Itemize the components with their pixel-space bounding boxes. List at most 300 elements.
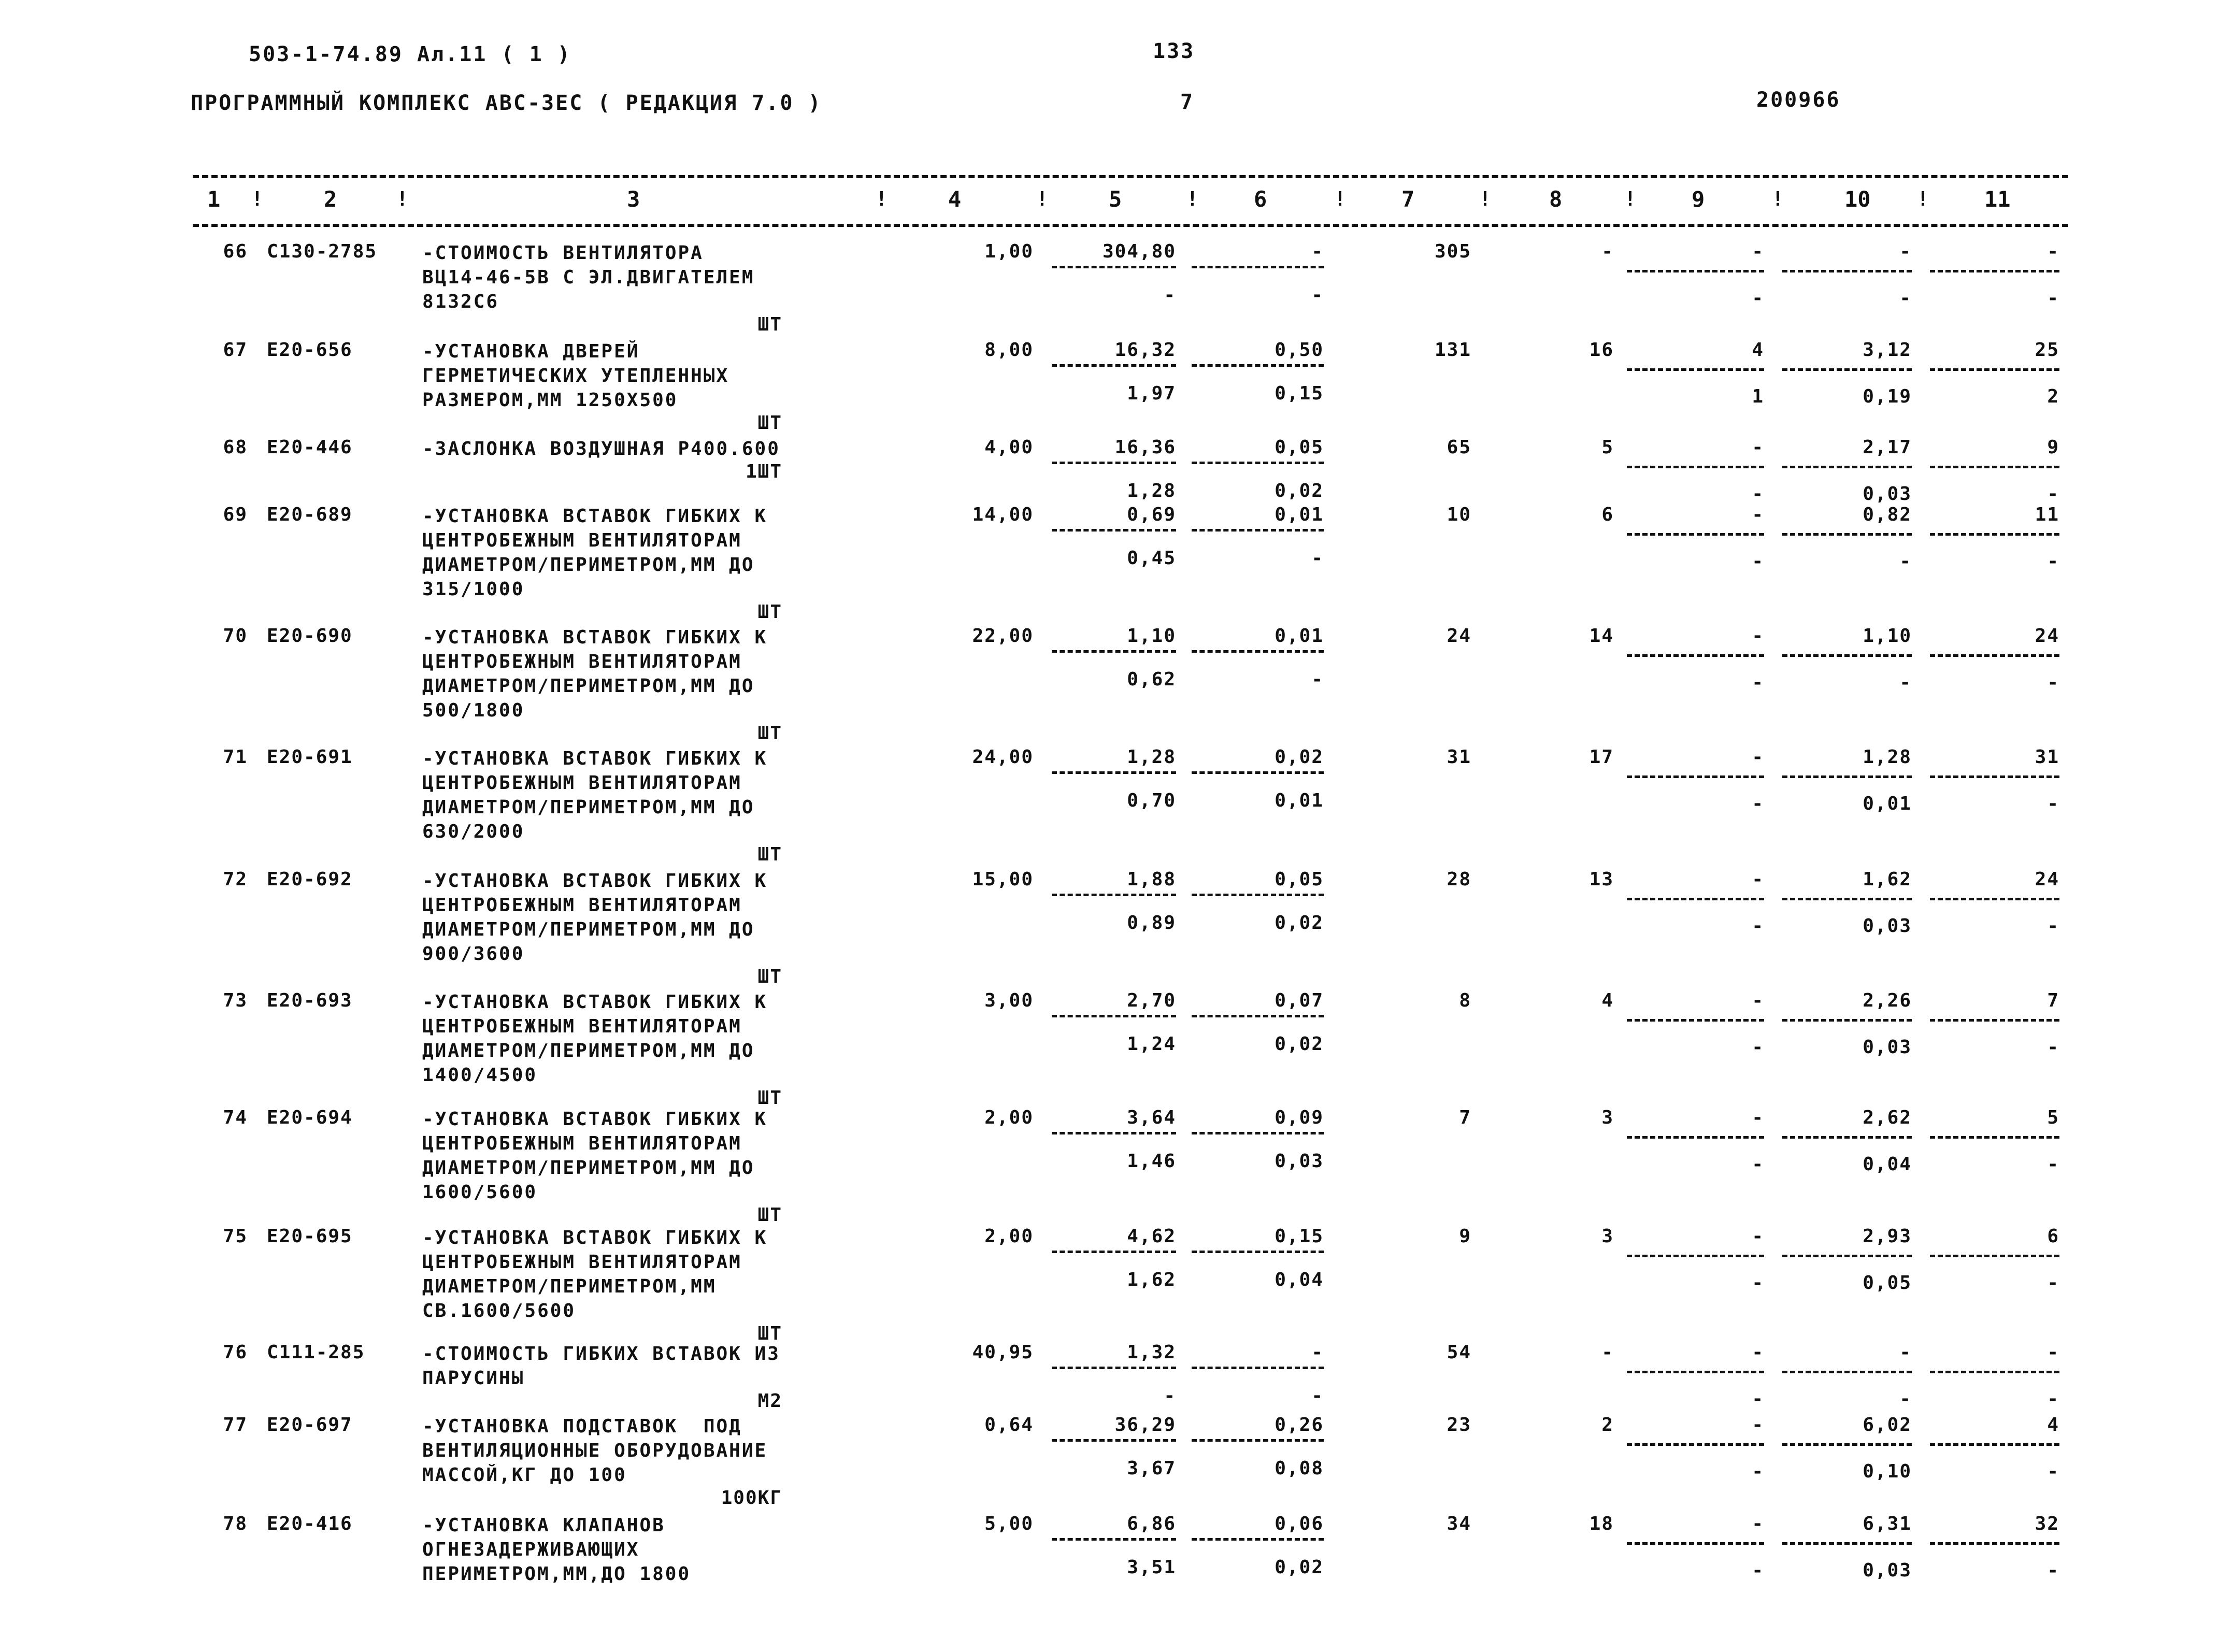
col10-value: 0,82 bbox=[1863, 504, 1912, 525]
row-number: 66 bbox=[223, 241, 248, 262]
row-number: 72 bbox=[223, 869, 248, 890]
wages: 3 bbox=[1601, 1226, 1614, 1247]
subtotal-separator bbox=[1627, 1019, 1764, 1022]
unit-wages: 0,89 bbox=[1127, 912, 1176, 933]
quantity: 8,00 bbox=[984, 339, 1034, 361]
total-cost: 28 bbox=[1447, 869, 1471, 890]
col10-sub-value: 0,10 bbox=[1863, 1461, 1912, 1482]
col9-sub-value: - bbox=[1752, 1560, 1764, 1581]
subtotal-separator bbox=[1782, 1542, 1912, 1545]
col11-value: 24 bbox=[2035, 625, 2059, 647]
subtotal-separator bbox=[1782, 654, 1912, 657]
subtotal-separator bbox=[1052, 462, 1176, 464]
rate-code: С130-2785 bbox=[267, 241, 378, 262]
unit-wages: 1,28 bbox=[1127, 480, 1176, 501]
work-description: -УСТАНОВКА ДВЕРЕЙ ГЕРМЕТИЧЕСКИХ УТЕПЛЕННЫХ РАЗМЕРОМ,ММ 1250Х500 bbox=[422, 341, 729, 411]
subtotal-separator bbox=[1627, 898, 1764, 900]
subtotal-separator bbox=[1782, 775, 1912, 778]
col9-sub-value: - bbox=[1752, 1388, 1764, 1410]
subtotal-separator bbox=[1052, 771, 1176, 774]
unit-cost: 304,80 bbox=[1102, 241, 1176, 262]
subtotal-separator bbox=[1782, 466, 1912, 468]
unit-cost: 3,64 bbox=[1127, 1107, 1176, 1128]
wages: 14 bbox=[1589, 625, 1614, 647]
col9-value: - bbox=[1752, 241, 1764, 262]
machine-cost: 0,07 bbox=[1275, 990, 1324, 1011]
col9-value: - bbox=[1752, 1107, 1764, 1128]
col11-sub-value: - bbox=[2047, 551, 2059, 572]
wages: 4 bbox=[1601, 990, 1614, 1011]
machine-cost: 0,26 bbox=[1275, 1414, 1324, 1435]
col11-sub-value: - bbox=[2047, 672, 2059, 693]
subtotal-separator bbox=[1782, 533, 1912, 536]
subtotal-separator bbox=[1192, 771, 1324, 774]
subtotal-separator bbox=[1627, 654, 1764, 657]
quantity: 1,00 bbox=[984, 241, 1034, 262]
subtotal-separator bbox=[1930, 1542, 2059, 1545]
subtotal-separator bbox=[1192, 364, 1324, 367]
table-row bbox=[0, 869, 2233, 987]
rate-code: С111-285 bbox=[267, 1342, 365, 1363]
col10-sub-value: 0,03 bbox=[1863, 915, 1912, 937]
total-cost: 7 bbox=[1459, 1107, 1471, 1128]
subtotal-separator bbox=[1627, 368, 1764, 371]
unit-of-measure: ШТ bbox=[757, 1087, 782, 1109]
program-line: ПРОГРАММНЫЙ КОМПЛЕКС АВС-3ЕС ( РЕДАКЦИЯ 7.0 ) bbox=[191, 91, 822, 115]
unit-of-measure: ШТ bbox=[757, 1204, 782, 1226]
col9-sub-value: - bbox=[1752, 1154, 1764, 1175]
wages: 13 bbox=[1589, 869, 1614, 890]
work-description: -СТОИМОСТЬ ГИБКИХ ВСТАВОК ИЗ ПАРУСИНЫ bbox=[422, 1343, 780, 1389]
subtotal-separator bbox=[1930, 533, 2059, 536]
unit-of-measure: ШТ bbox=[757, 1323, 782, 1344]
table-row bbox=[0, 241, 2233, 335]
machine-cost: 0,50 bbox=[1275, 339, 1324, 361]
document-id: 200966 bbox=[1756, 88, 1841, 112]
unit-cost: 2,70 bbox=[1127, 990, 1176, 1011]
subtotal-separator bbox=[1930, 1443, 2059, 1446]
quantity: 22,00 bbox=[972, 625, 1034, 647]
col9-sub-value: - bbox=[1752, 1037, 1764, 1058]
rate-code: Е20-691 bbox=[267, 746, 353, 768]
total-cost: 9 bbox=[1459, 1226, 1471, 1247]
col10-sub-value: - bbox=[1899, 1388, 1912, 1410]
column-separator: ! bbox=[1036, 188, 1048, 210]
subtotal-separator bbox=[1627, 466, 1764, 468]
rate-code: Е20-697 bbox=[267, 1414, 353, 1435]
unit-wages: 0,62 bbox=[1127, 669, 1176, 690]
col10-value: 3,12 bbox=[1863, 339, 1912, 361]
col9-sub-value: - bbox=[1752, 551, 1764, 572]
unit-wages: 1,97 bbox=[1127, 383, 1176, 404]
machine-wages: 0,02 bbox=[1275, 1033, 1324, 1055]
wages: 18 bbox=[1589, 1513, 1614, 1534]
unit-cost: 36,29 bbox=[1114, 1414, 1176, 1435]
column-number: 6 bbox=[1254, 186, 1267, 212]
table-row bbox=[0, 437, 2233, 505]
col11-value: 32 bbox=[2035, 1513, 2059, 1534]
machine-wages: 0,08 bbox=[1275, 1458, 1324, 1479]
rate-code: Е20-446 bbox=[267, 437, 353, 458]
machine-cost: 0,01 bbox=[1275, 504, 1324, 525]
total-cost: 65 bbox=[1447, 437, 1471, 458]
col9-value: - bbox=[1752, 1513, 1764, 1534]
subtotal-separator bbox=[1192, 650, 1324, 653]
wages: 6 bbox=[1601, 504, 1614, 525]
column-separator: ! bbox=[1479, 188, 1491, 210]
column-separator: ! bbox=[1624, 188, 1636, 210]
unit-of-measure: ШТ bbox=[757, 412, 782, 434]
col9-sub-value: - bbox=[1752, 1272, 1764, 1294]
col11-sub-value: - bbox=[2047, 793, 2059, 814]
total-cost: 31 bbox=[1447, 746, 1471, 768]
col10-sub-value: 0,03 bbox=[1863, 1560, 1912, 1581]
quantity: 14,00 bbox=[972, 504, 1034, 525]
subtotal-separator bbox=[1052, 266, 1176, 268]
work-description: -УСТАНОВКА ВСТАВОК ГИБКИХ К ЦЕНТРОБЕЖНЫМ ВЕНТИЛЯТОРАМ ДИАМЕТРОМ/ПЕРИМЕТРОМ,ММ ДО 500/1800 bbox=[422, 627, 768, 721]
table-row bbox=[0, 504, 2233, 623]
col11-sub-value: - bbox=[2047, 1560, 2059, 1581]
col10-sub-value: 0,19 bbox=[1863, 386, 1912, 407]
subtotal-separator bbox=[1627, 1443, 1764, 1446]
col11-value: 31 bbox=[2035, 746, 2059, 768]
column-number: 9 bbox=[1692, 186, 1705, 212]
machine-cost: 0,09 bbox=[1275, 1107, 1324, 1128]
table-row bbox=[0, 746, 2233, 865]
machine-wages: - bbox=[1311, 284, 1324, 306]
column-separator: ! bbox=[876, 188, 888, 210]
document-code: 503-1-74.89 Ал.11 ( 1 ) bbox=[249, 42, 571, 66]
table-row bbox=[0, 1513, 2233, 1585]
subtotal-separator bbox=[1782, 1019, 1912, 1022]
row-number: 71 bbox=[223, 746, 248, 768]
machine-cost: 0,05 bbox=[1275, 869, 1324, 890]
subtotal-separator bbox=[1930, 898, 2059, 900]
rate-code: Е20-689 bbox=[267, 504, 353, 525]
col9-value: - bbox=[1752, 504, 1764, 525]
col10-sub-value: 0,05 bbox=[1863, 1272, 1912, 1294]
col11-sub-value: - bbox=[2047, 1272, 2059, 1294]
unit-wages: 0,45 bbox=[1127, 548, 1176, 569]
column-number: 2 bbox=[324, 186, 337, 212]
col10-value: 2,17 bbox=[1863, 437, 1912, 458]
col10-value: - bbox=[1899, 241, 1912, 262]
col10-value: 1,62 bbox=[1863, 869, 1912, 890]
row-number: 76 bbox=[223, 1342, 248, 1363]
quantity: 2,00 bbox=[984, 1226, 1034, 1247]
table-row bbox=[0, 1107, 2233, 1226]
subtotal-separator bbox=[1627, 533, 1764, 536]
wages: 17 bbox=[1589, 746, 1614, 768]
subtotal-separator bbox=[1052, 1439, 1176, 1442]
wages: 2 bbox=[1601, 1414, 1614, 1435]
machine-wages: - bbox=[1311, 1385, 1324, 1406]
rate-code: Е20-693 bbox=[267, 990, 353, 1011]
wages: 16 bbox=[1589, 339, 1614, 361]
table-row bbox=[0, 990, 2233, 1109]
subtotal-separator bbox=[1627, 1371, 1764, 1373]
col9-value: - bbox=[1752, 869, 1764, 890]
subtotal-separator bbox=[1052, 1538, 1176, 1541]
machine-wages: 0,02 bbox=[1275, 480, 1324, 501]
work-description: -УСТАНОВКА ВСТАВОК ГИБКИХ К ЦЕНТРОБЕЖНЫМ ВЕНТИЛЯТОРАМ ДИАМЕТРОМ/ПЕРИМЕТРОМ,ММ ДО 630/2000 bbox=[422, 748, 768, 842]
column-number: 3 bbox=[627, 186, 640, 212]
col11-sub-value: - bbox=[2047, 915, 2059, 937]
work-description: -ЗАСЛОНКА ВОЗДУШНАЯ Р400.600 bbox=[422, 438, 780, 459]
row-number: 68 bbox=[223, 437, 248, 458]
unit-of-measure: ШТ bbox=[757, 966, 782, 987]
col9-sub-value: - bbox=[1752, 483, 1764, 505]
unit-of-measure: 100КГ bbox=[721, 1487, 782, 1509]
machine-cost: 0,05 bbox=[1275, 437, 1324, 458]
work-description: -УСТАНОВКА ВСТАВОК ГИБКИХ К ЦЕНТРОБЕЖНЫМ ВЕНТИЛЯТОРАМ ДИАМЕТРОМ/ПЕРИМЕТРОМ,ММ СВ.1600/5600 bbox=[422, 1227, 768, 1321]
col11-value: - bbox=[2047, 241, 2059, 262]
col10-sub-value: 0,03 bbox=[1863, 1037, 1912, 1058]
total-cost: 8 bbox=[1459, 990, 1471, 1011]
subtotal-separator bbox=[1930, 1136, 2059, 1139]
machine-wages: - bbox=[1311, 669, 1324, 690]
page-number: 133 bbox=[1153, 39, 1195, 63]
subtotal-separator bbox=[1192, 1439, 1324, 1442]
work-description: -УСТАНОВКА ВСТАВОК ГИБКИХ К ЦЕНТРОБЕЖНЫМ ВЕНТИЛЯТОРАМ ДИАМЕТРОМ/ПЕРИМЕТРОМ,ММ ДО 315/1000 bbox=[422, 506, 768, 600]
col9-value: 4 bbox=[1752, 339, 1764, 361]
work-description: -СТОИМОСТЬ ВЕНТИЛЯТОРА ВЦ14-46-5В С ЭЛ.ДВИГАТЕЛЕМ 8132С6 bbox=[422, 242, 755, 312]
col11-value: 6 bbox=[2047, 1226, 2059, 1247]
col11-value: 11 bbox=[2035, 504, 2059, 525]
column-number: 5 bbox=[1109, 186, 1122, 212]
unit-wages: 3,51 bbox=[1127, 1557, 1176, 1578]
wages: - bbox=[1601, 241, 1614, 262]
col10-sub-value: 0,03 bbox=[1863, 483, 1912, 505]
machine-cost: 0,06 bbox=[1275, 1513, 1324, 1534]
wages: - bbox=[1601, 1342, 1614, 1363]
subtotal-separator bbox=[1930, 368, 2059, 371]
machine-wages: 0,03 bbox=[1275, 1151, 1324, 1172]
col9-sub-value: 1 bbox=[1752, 386, 1764, 407]
col11-value: - bbox=[2047, 1342, 2059, 1363]
column-number: 11 bbox=[1984, 186, 2011, 212]
col10-value: - bbox=[1899, 1342, 1912, 1363]
subtotal-separator bbox=[1930, 1255, 2059, 1257]
row-number: 69 bbox=[223, 504, 248, 525]
col9-sub-value: - bbox=[1752, 672, 1764, 693]
col9-sub-value: - bbox=[1752, 288, 1764, 309]
machine-wages: 0,02 bbox=[1275, 1557, 1324, 1578]
work-description: -УСТАНОВКА ВСТАВОК ГИБКИХ К ЦЕНТРОБЕЖНЫМ ВЕНТИЛЯТОРАМ ДИАМЕТРОМ/ПЕРИМЕТРОМ,ММ ДО 900/3600 bbox=[422, 870, 768, 965]
machine-wages: 0,04 bbox=[1275, 1269, 1324, 1290]
subtotal-separator bbox=[1052, 894, 1176, 896]
column-separator: ! bbox=[1772, 188, 1784, 210]
unit-wages: - bbox=[1164, 284, 1176, 306]
table-row bbox=[0, 1342, 2233, 1412]
machine-cost: 0,01 bbox=[1275, 625, 1324, 647]
machine-wages: 0,15 bbox=[1275, 383, 1324, 404]
row-number: 77 bbox=[223, 1414, 248, 1435]
rate-code: Е20-416 bbox=[267, 1513, 353, 1534]
unit-cost: 1,32 bbox=[1127, 1342, 1176, 1363]
subtotal-separator bbox=[1782, 368, 1912, 371]
column-separator: ! bbox=[1186, 188, 1198, 210]
subtotal-separator bbox=[1930, 1019, 2059, 1022]
col10-sub-value: - bbox=[1899, 672, 1912, 693]
subtotal-separator bbox=[1930, 466, 2059, 468]
col9-value: - bbox=[1752, 437, 1764, 458]
col11-sub-value: 2 bbox=[2047, 386, 2059, 407]
col10-value: 1,28 bbox=[1863, 746, 1912, 768]
col11-sub-value: - bbox=[2047, 288, 2059, 309]
col11-value: 4 bbox=[2047, 1414, 2059, 1435]
col9-value: - bbox=[1752, 990, 1764, 1011]
subtotal-separator bbox=[1192, 462, 1324, 464]
column-number: 7 bbox=[1401, 186, 1415, 212]
machine-cost: 0,15 bbox=[1275, 1226, 1324, 1247]
table-row bbox=[0, 339, 2233, 434]
col10-value: 2,62 bbox=[1863, 1107, 1912, 1128]
subtotal-separator bbox=[1052, 1367, 1176, 1369]
subtotal-separator bbox=[1192, 266, 1324, 268]
column-separator: ! bbox=[1917, 188, 1929, 210]
subtotal-separator bbox=[1052, 364, 1176, 367]
rate-code: Е20-695 bbox=[267, 1226, 353, 1247]
subtotal-separator bbox=[1782, 1443, 1912, 1446]
col11-value: 7 bbox=[2047, 990, 2059, 1011]
col11-value: 9 bbox=[2047, 437, 2059, 458]
column-number: 1 bbox=[207, 186, 221, 212]
unit-wages: 0,70 bbox=[1127, 790, 1176, 811]
table-row bbox=[0, 1226, 2233, 1344]
subtotal-separator bbox=[1627, 1542, 1764, 1545]
subtotal-separator bbox=[1930, 775, 2059, 778]
subtotal-separator bbox=[1782, 270, 1912, 272]
subtotal-separator bbox=[1930, 270, 2059, 272]
col11-value: 24 bbox=[2035, 869, 2059, 890]
total-cost: 131 bbox=[1434, 339, 1471, 361]
subtotal-separator bbox=[1052, 1251, 1176, 1253]
col11-sub-value: - bbox=[2047, 1461, 2059, 1482]
subtotal-separator bbox=[1052, 1015, 1176, 1017]
row-number: 67 bbox=[223, 339, 248, 361]
unit-of-measure: 1ШТ bbox=[745, 461, 782, 482]
subtotal-separator bbox=[1192, 1132, 1324, 1134]
col11-sub-value: - bbox=[2047, 1388, 2059, 1410]
unit-wages: 1,46 bbox=[1127, 1151, 1176, 1172]
work-description: -УСТАНОВКА КЛАПАНОВ ОГНЕЗАДЕРЖИВАЮЩИХ ПЕРИМЕТРОМ,ММ,ДО 1800 bbox=[422, 1515, 691, 1585]
unit-cost: 6,86 bbox=[1127, 1513, 1176, 1534]
col11-sub-value: - bbox=[2047, 1037, 2059, 1058]
work-description: -УСТАНОВКА ВСТАВОК ГИБКИХ К ЦЕНТРОБЕЖНЫМ ВЕНТИЛЯТОРАМ ДИАМЕТРОМ/ПЕРИМЕТРОМ,ММ ДО 1400/4500 bbox=[422, 992, 768, 1086]
col10-sub-value: - bbox=[1899, 288, 1912, 309]
quantity: 3,00 bbox=[984, 990, 1034, 1011]
machine-cost: - bbox=[1311, 241, 1324, 262]
col9-sub-value: - bbox=[1752, 1461, 1764, 1482]
col10-value: 6,31 bbox=[1863, 1513, 1912, 1534]
subtotal-separator bbox=[1192, 1251, 1324, 1253]
quantity: 4,00 bbox=[984, 437, 1034, 458]
subtotal-separator bbox=[1930, 654, 2059, 657]
col9-value: - bbox=[1752, 625, 1764, 647]
row-number: 73 bbox=[223, 990, 248, 1011]
unit-of-measure: ШТ bbox=[757, 314, 782, 335]
unit-cost: 4,62 bbox=[1127, 1226, 1176, 1247]
col10-sub-value: 0,01 bbox=[1863, 793, 1912, 814]
rate-code: Е20-692 bbox=[267, 869, 353, 890]
col10-value: 1,10 bbox=[1863, 625, 1912, 647]
column-number: 10 bbox=[1844, 186, 1871, 212]
col11-sub-value: - bbox=[2047, 1154, 2059, 1175]
subtotal-separator bbox=[1930, 1371, 2059, 1373]
col9-value: - bbox=[1752, 1414, 1764, 1435]
unit-cost: 1,10 bbox=[1127, 625, 1176, 647]
column-number: 4 bbox=[948, 186, 962, 212]
total-cost: 10 bbox=[1447, 504, 1471, 525]
subtotal-separator bbox=[1192, 1538, 1324, 1541]
quantity: 24,00 bbox=[972, 746, 1034, 768]
subtotal-separator bbox=[1627, 1136, 1764, 1139]
col11-sub-value: - bbox=[2047, 483, 2059, 505]
quantity: 15,00 bbox=[972, 869, 1034, 890]
table-row bbox=[0, 1414, 2233, 1509]
column-separator: ! bbox=[1334, 188, 1346, 210]
subtotal-separator bbox=[1627, 775, 1764, 778]
col9-value: - bbox=[1752, 1226, 1764, 1247]
machine-wages: 0,01 bbox=[1275, 790, 1324, 811]
subtotal-separator bbox=[1052, 1132, 1176, 1134]
column-number: 8 bbox=[1549, 186, 1563, 212]
col10-sub-value: 0,04 bbox=[1863, 1154, 1912, 1175]
rate-code: Е20-656 bbox=[267, 339, 353, 361]
col10-value: 2,26 bbox=[1863, 990, 1912, 1011]
total-cost: 23 bbox=[1447, 1414, 1471, 1435]
rate-code: Е20-694 bbox=[267, 1107, 353, 1128]
column-separator: ! bbox=[396, 188, 408, 210]
unit-cost: 1,88 bbox=[1127, 869, 1176, 890]
row-number: 74 bbox=[223, 1107, 248, 1128]
unit-cost: 1,28 bbox=[1127, 746, 1176, 768]
unit-of-measure: М2 bbox=[757, 1390, 782, 1412]
table-row bbox=[0, 625, 2233, 744]
row-number: 70 bbox=[223, 625, 248, 647]
unit-wages: 1,62 bbox=[1127, 1269, 1176, 1290]
subtotal-separator bbox=[1192, 529, 1324, 531]
unit-of-measure: ШТ bbox=[757, 844, 782, 865]
unit-of-measure: ШТ bbox=[757, 723, 782, 744]
unit-cost: 0,69 bbox=[1127, 504, 1176, 525]
work-description: -УСТАНОВКА ВСТАВОК ГИБКИХ К ЦЕНТРОБЕЖНЫМ ВЕНТИЛЯТОРАМ ДИАМЕТРОМ/ПЕРИМЕТРОМ,ММ ДО 1600/5600 bbox=[422, 1109, 768, 1203]
machine-wages: 0,02 bbox=[1275, 912, 1324, 933]
total-cost: 54 bbox=[1447, 1342, 1471, 1363]
quantity: 5,00 bbox=[984, 1513, 1034, 1534]
subtotal-separator bbox=[1192, 1367, 1324, 1369]
subtotal-separator bbox=[1782, 1255, 1912, 1257]
machine-cost: - bbox=[1311, 1342, 1324, 1363]
total-cost: 34 bbox=[1447, 1513, 1471, 1534]
subtotal-separator bbox=[1052, 650, 1176, 653]
quantity: 40,95 bbox=[972, 1342, 1034, 1363]
subtotal-separator bbox=[1627, 270, 1764, 272]
row-number: 75 bbox=[223, 1226, 248, 1247]
subtotal-separator bbox=[1192, 1015, 1324, 1017]
subtotal-separator bbox=[1627, 1255, 1764, 1257]
subtotal-separator bbox=[1782, 1136, 1912, 1139]
subtotal-separator bbox=[1782, 1371, 1912, 1373]
unit-cost: 16,36 bbox=[1114, 437, 1176, 458]
col11-value: 25 bbox=[2035, 339, 2059, 361]
col10-value: 6,02 bbox=[1863, 1414, 1912, 1435]
column-separator: ! bbox=[251, 188, 263, 210]
row-number: 78 bbox=[223, 1513, 248, 1534]
col9-sub-value: - bbox=[1752, 915, 1764, 937]
unit-wages: 1,24 bbox=[1127, 1033, 1176, 1055]
